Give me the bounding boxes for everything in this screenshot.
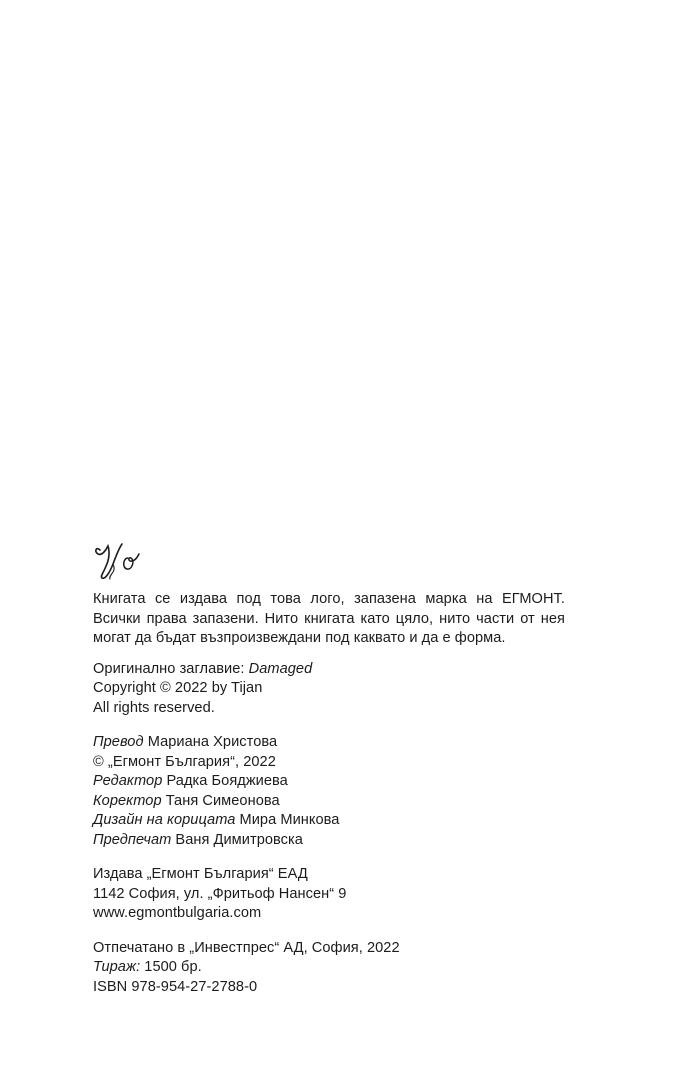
prepress-label: Предпечат: [93, 831, 172, 848]
original-title-label: Оригинално заглавие:: [93, 660, 249, 677]
translation-value: Мариана Христова: [143, 734, 278, 750]
intro-line-2: Всички права запазени. Нито книгата като цяло, нито части от нея: [93, 610, 565, 627]
translation-label: Превод: [93, 734, 144, 750]
print-run-line: [93, 958, 573, 978]
cover-design-label: Дизайн на корицата: [93, 812, 236, 828]
rights-line: All rights reserved.: [93, 699, 215, 716]
yo-logo-graphic: [92, 536, 152, 584]
original-title-value: Damaged: [248, 660, 313, 677]
publisher-website: www.egmontbulgaria.com: [93, 905, 262, 921]
intro-line-1: Книгата се издава под това лого, запазена марка на ЕГМОНТ.: [93, 591, 565, 607]
intro-line-3: могат да бъдат възпроизвеждани под каквато и да е форма.: [93, 630, 506, 646]
isbn-line: ISBN 978-954-27-2788-0: [93, 978, 258, 995]
proofreader-label: Коректор: [93, 792, 162, 809]
prepress-credit: [93, 831, 573, 851]
publisher-copyright-line: © „Егмонт България“, 2022: [93, 753, 276, 770]
cover-design-credit: [93, 811, 573, 831]
printed-line: Отпечатано в „Инвестпрес“ АД, София, 2022: [93, 939, 400, 956]
proofreader-credit: [93, 792, 573, 812]
prepress-value: Ваня Димитровска: [171, 831, 303, 848]
editor-label: Редактор: [93, 773, 163, 789]
print-run-value: 1500 бр.: [140, 959, 202, 975]
cover-design-value: Мира Минкова: [235, 812, 340, 828]
editor-credit: [93, 772, 573, 792]
yo-logo-icon: [92, 536, 152, 584]
publisher-address: 1142 София, ул. „Фритьоф Нансен“ 9: [93, 885, 347, 902]
copyright-line: Copyright © 2022 by Tijan: [93, 680, 263, 696]
proofreader-value: Таня Симеонова: [161, 792, 280, 809]
original-title-line: [93, 660, 573, 680]
editor-value: Радка Бояджиева: [162, 773, 288, 789]
print-run-label: Тираж:: [93, 959, 141, 975]
publisher-line: Издава „Егмонт България“ ЕАД: [93, 866, 308, 882]
translation-credit: [93, 733, 573, 753]
imprint-text: [93, 590, 573, 997]
